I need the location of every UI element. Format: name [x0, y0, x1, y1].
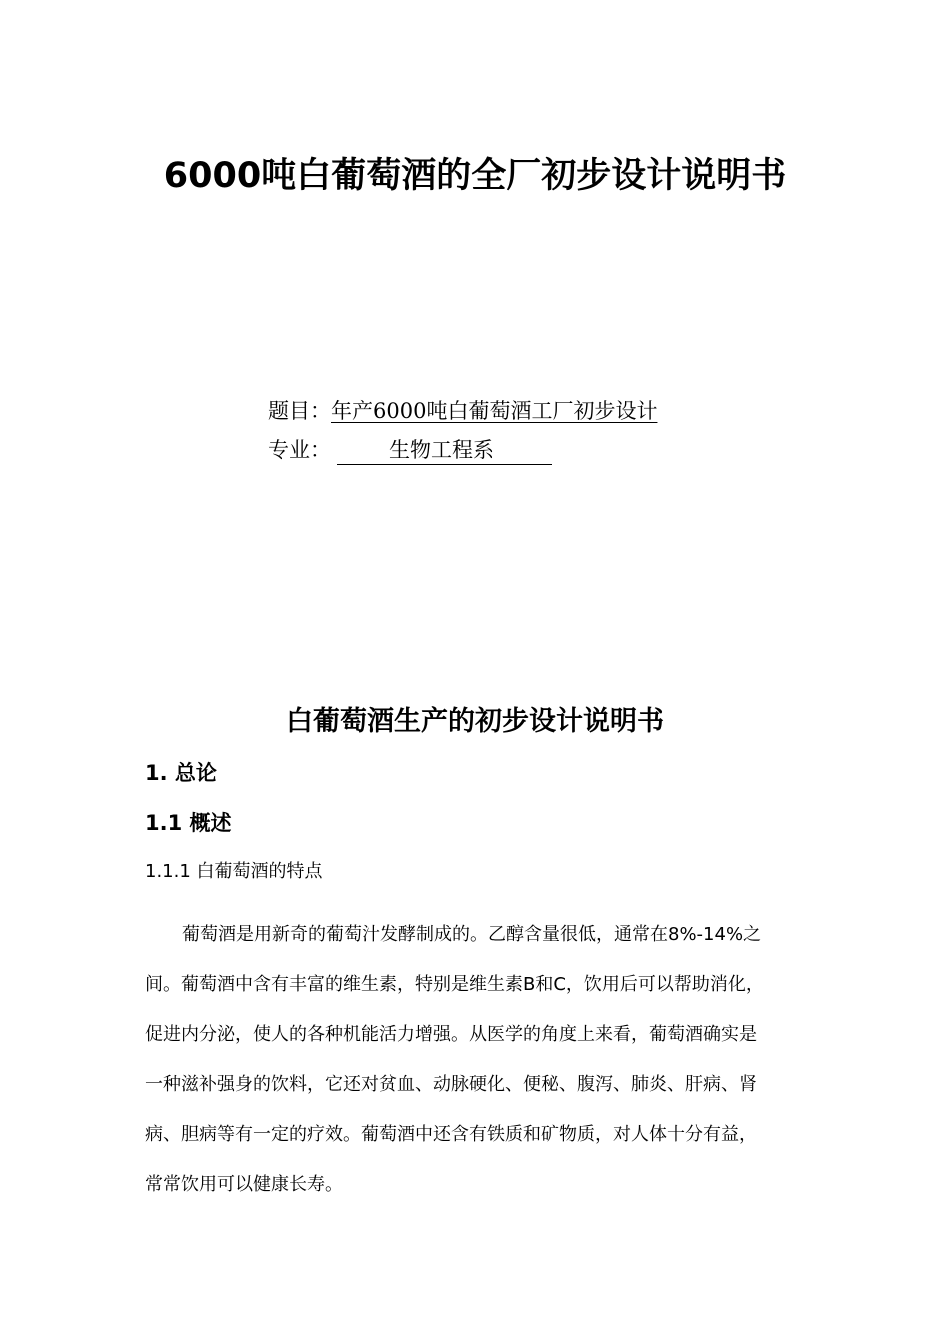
cover-topic-row — [268, 396, 657, 426]
body-paragraph — [145, 920, 810, 1220]
major-label: 专业： — [268, 438, 331, 462]
section-title: 白葡萄酒生产的初步设计说明书 — [286, 706, 664, 737]
topic-value: 年产6000吨白葡萄酒工厂初步设计 — [331, 399, 658, 423]
paragraph-line: 促进内分泌，使人的各种机能活力增强。从医学的角度上来看，葡萄酒确实是 — [145, 1024, 757, 1045]
paragraph-line: 一种滋补强身的饮料，它还对贫血、动脉硬化、便秘、腹泻、肺炎、肝病、肾 — [145, 1074, 757, 1095]
topic-label: 题目： — [268, 399, 331, 423]
heading-general: 1. 总论 — [145, 761, 217, 785]
heading-overview: 1.1 概述 — [145, 811, 232, 835]
paragraph-line: 间。葡萄酒中含有丰富的维生素，特别是维生素B和C，饮用后可以帮助消化， — [145, 974, 764, 995]
paragraph-line: 病、胆病等有一定的疗效。葡萄酒中还含有铁质和矿物质，对人体十分有益， — [145, 1124, 757, 1145]
major-value: 生物工程系 — [337, 436, 552, 465]
heading-wine-features: 1.1.1 白葡萄酒的特点 — [145, 861, 323, 882]
paragraph-line: 葡萄酒是用新奇的葡萄汁发酵制成的。乙醇含量很低，通常在8%-14%之 — [182, 924, 762, 945]
document-title: 6000吨白葡萄酒的全厂初步设计说明书 — [163, 156, 787, 196]
paragraph-line: 常常饮用可以健康长寿。 — [145, 1174, 343, 1195]
cover-major-row — [268, 435, 552, 465]
